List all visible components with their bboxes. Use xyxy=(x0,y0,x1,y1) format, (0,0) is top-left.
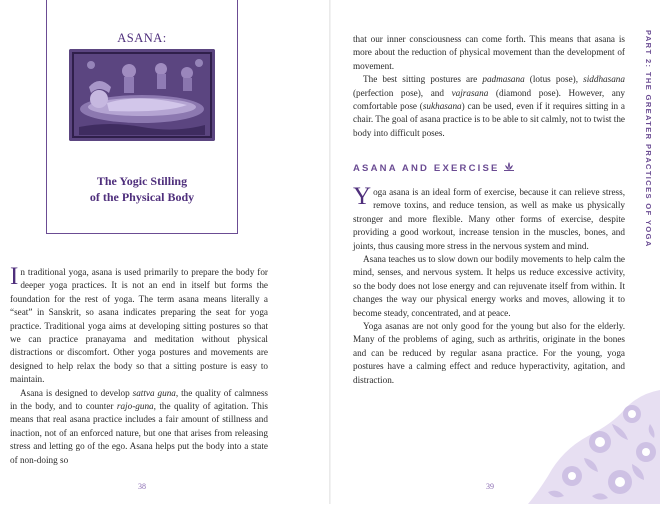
floral-pattern-icon xyxy=(528,380,660,504)
right-paragraph-2 xyxy=(353,73,625,140)
left-paragraph-2 xyxy=(10,387,268,467)
sanskrit-term: padmasana xyxy=(482,74,525,85)
sanskrit-term: rajo-guna xyxy=(116,401,154,412)
stone-relief-illustration xyxy=(69,49,215,141)
chapter-subtitle-line-2: of the Physical Body xyxy=(89,190,195,204)
drop-cap: I xyxy=(10,263,19,290)
right-paragraph-3-text: oga asana is an ideal form of exercise, because it can relieve stress, remove toxins, and reduce tension, as well as make us physically stronger and more flexible. Many other forms of exercise, despite providing a good workout, increase tension in the muscles, bones, and joints, thus causing more stress in the nervous system and mind. xyxy=(353,187,625,251)
chapter-box xyxy=(46,0,238,234)
lotus-ornament-icon xyxy=(504,162,514,174)
text-run: (perfection pose), and xyxy=(353,87,452,98)
text-run: The best sitting postures are xyxy=(363,74,483,85)
right-paragraph-1: that our inner consciousness can come forth. This means that asana is more about the reduction of physical movement than the development of movement. xyxy=(353,34,625,71)
right-paragraph-4: Asana teaches us to slow down our bodily movements to help calm the mind, senses, and nervous system. It helps us reduce excessive activity, so the body does not lose energy and can rejuvenate itself from within. It changes the way our physical energy works and moves, allowing it to become steady, concentrated, and at peace. xyxy=(353,254,625,318)
sanskrit-term: siddhasana xyxy=(583,74,625,85)
chapter-title: ASANA: xyxy=(117,31,167,45)
left-paragraph-1 xyxy=(10,263,268,387)
sanskrit-term: sukhasana xyxy=(422,101,462,112)
page-number-right: 39 xyxy=(486,482,494,491)
text-run: ) can be used, even if it requires sitting in a chair. The goal of asana practice is to be able to sit calmly, not to twist the body into difficult poses. xyxy=(353,101,625,138)
chapter-subtitle xyxy=(47,173,237,205)
drop-cap: Y xyxy=(353,183,372,210)
right-page-body-bottom xyxy=(353,183,625,387)
section-heading xyxy=(353,162,625,174)
right-page-body-top xyxy=(353,33,625,140)
text-run: Asana is designed to develop xyxy=(20,387,133,398)
sanskrit-term: vajrasana xyxy=(451,87,489,98)
page-gutter xyxy=(329,0,331,504)
text-run: , the quality of calmness in the body, and to counter xyxy=(10,387,268,412)
text-run: (diamond pose). However, any comfortable pose ( xyxy=(353,87,625,112)
floral-ornament xyxy=(528,380,660,504)
page-number-left: 38 xyxy=(138,482,146,491)
right-paragraph-5: Yoga asanas are not only good for the young but also for the elderly. Many of the problems of aging, such as arthritis, originate in the bones and can be reduced by regular asana practice. For the young, yoga postures have a calming effect and reduce hyperactivity, agitation, and distraction. xyxy=(353,321,625,385)
section-heading-text: ASANA AND EXERCISE xyxy=(353,163,500,174)
sanskrit-term: sattva guna xyxy=(132,387,176,398)
text-run: (lotus pose), xyxy=(524,74,584,85)
chapter-subtitle-line-1: The Yogic Stilling xyxy=(96,174,188,188)
reclining-figure-relief-icon xyxy=(69,49,215,141)
right-paragraph-3 xyxy=(353,183,625,253)
running-head: PART 2: THE GREATER PRACTICES OF YOGA xyxy=(644,30,653,248)
left-paragraph-1-text: n traditional yoga, asana is used primarily to prepare the body for deeper yoga practices. It is not an end in itself but forms the foundation for the rest of yoga. The term asana means literally a “seat” in Sanskrit, so asana indicates preparing the seat for yoga practice. Traditional yoga aims at developing sitting postures so that we can practice pranayama and meditation without physical distractions or discomfort. Other yoga postures and movements are designed to help relax the body so that a sitting posture is easy to maintain. xyxy=(10,267,268,385)
left-page-body xyxy=(10,263,269,467)
text-run: , the quality of agitation. This means that real asana practice includes a fair amount of stillness and inaction, not of an enforced nature, but one that arises from releasing stress and letting go of the ego. Asana helps put the body into a state of non-doing so xyxy=(10,401,269,465)
